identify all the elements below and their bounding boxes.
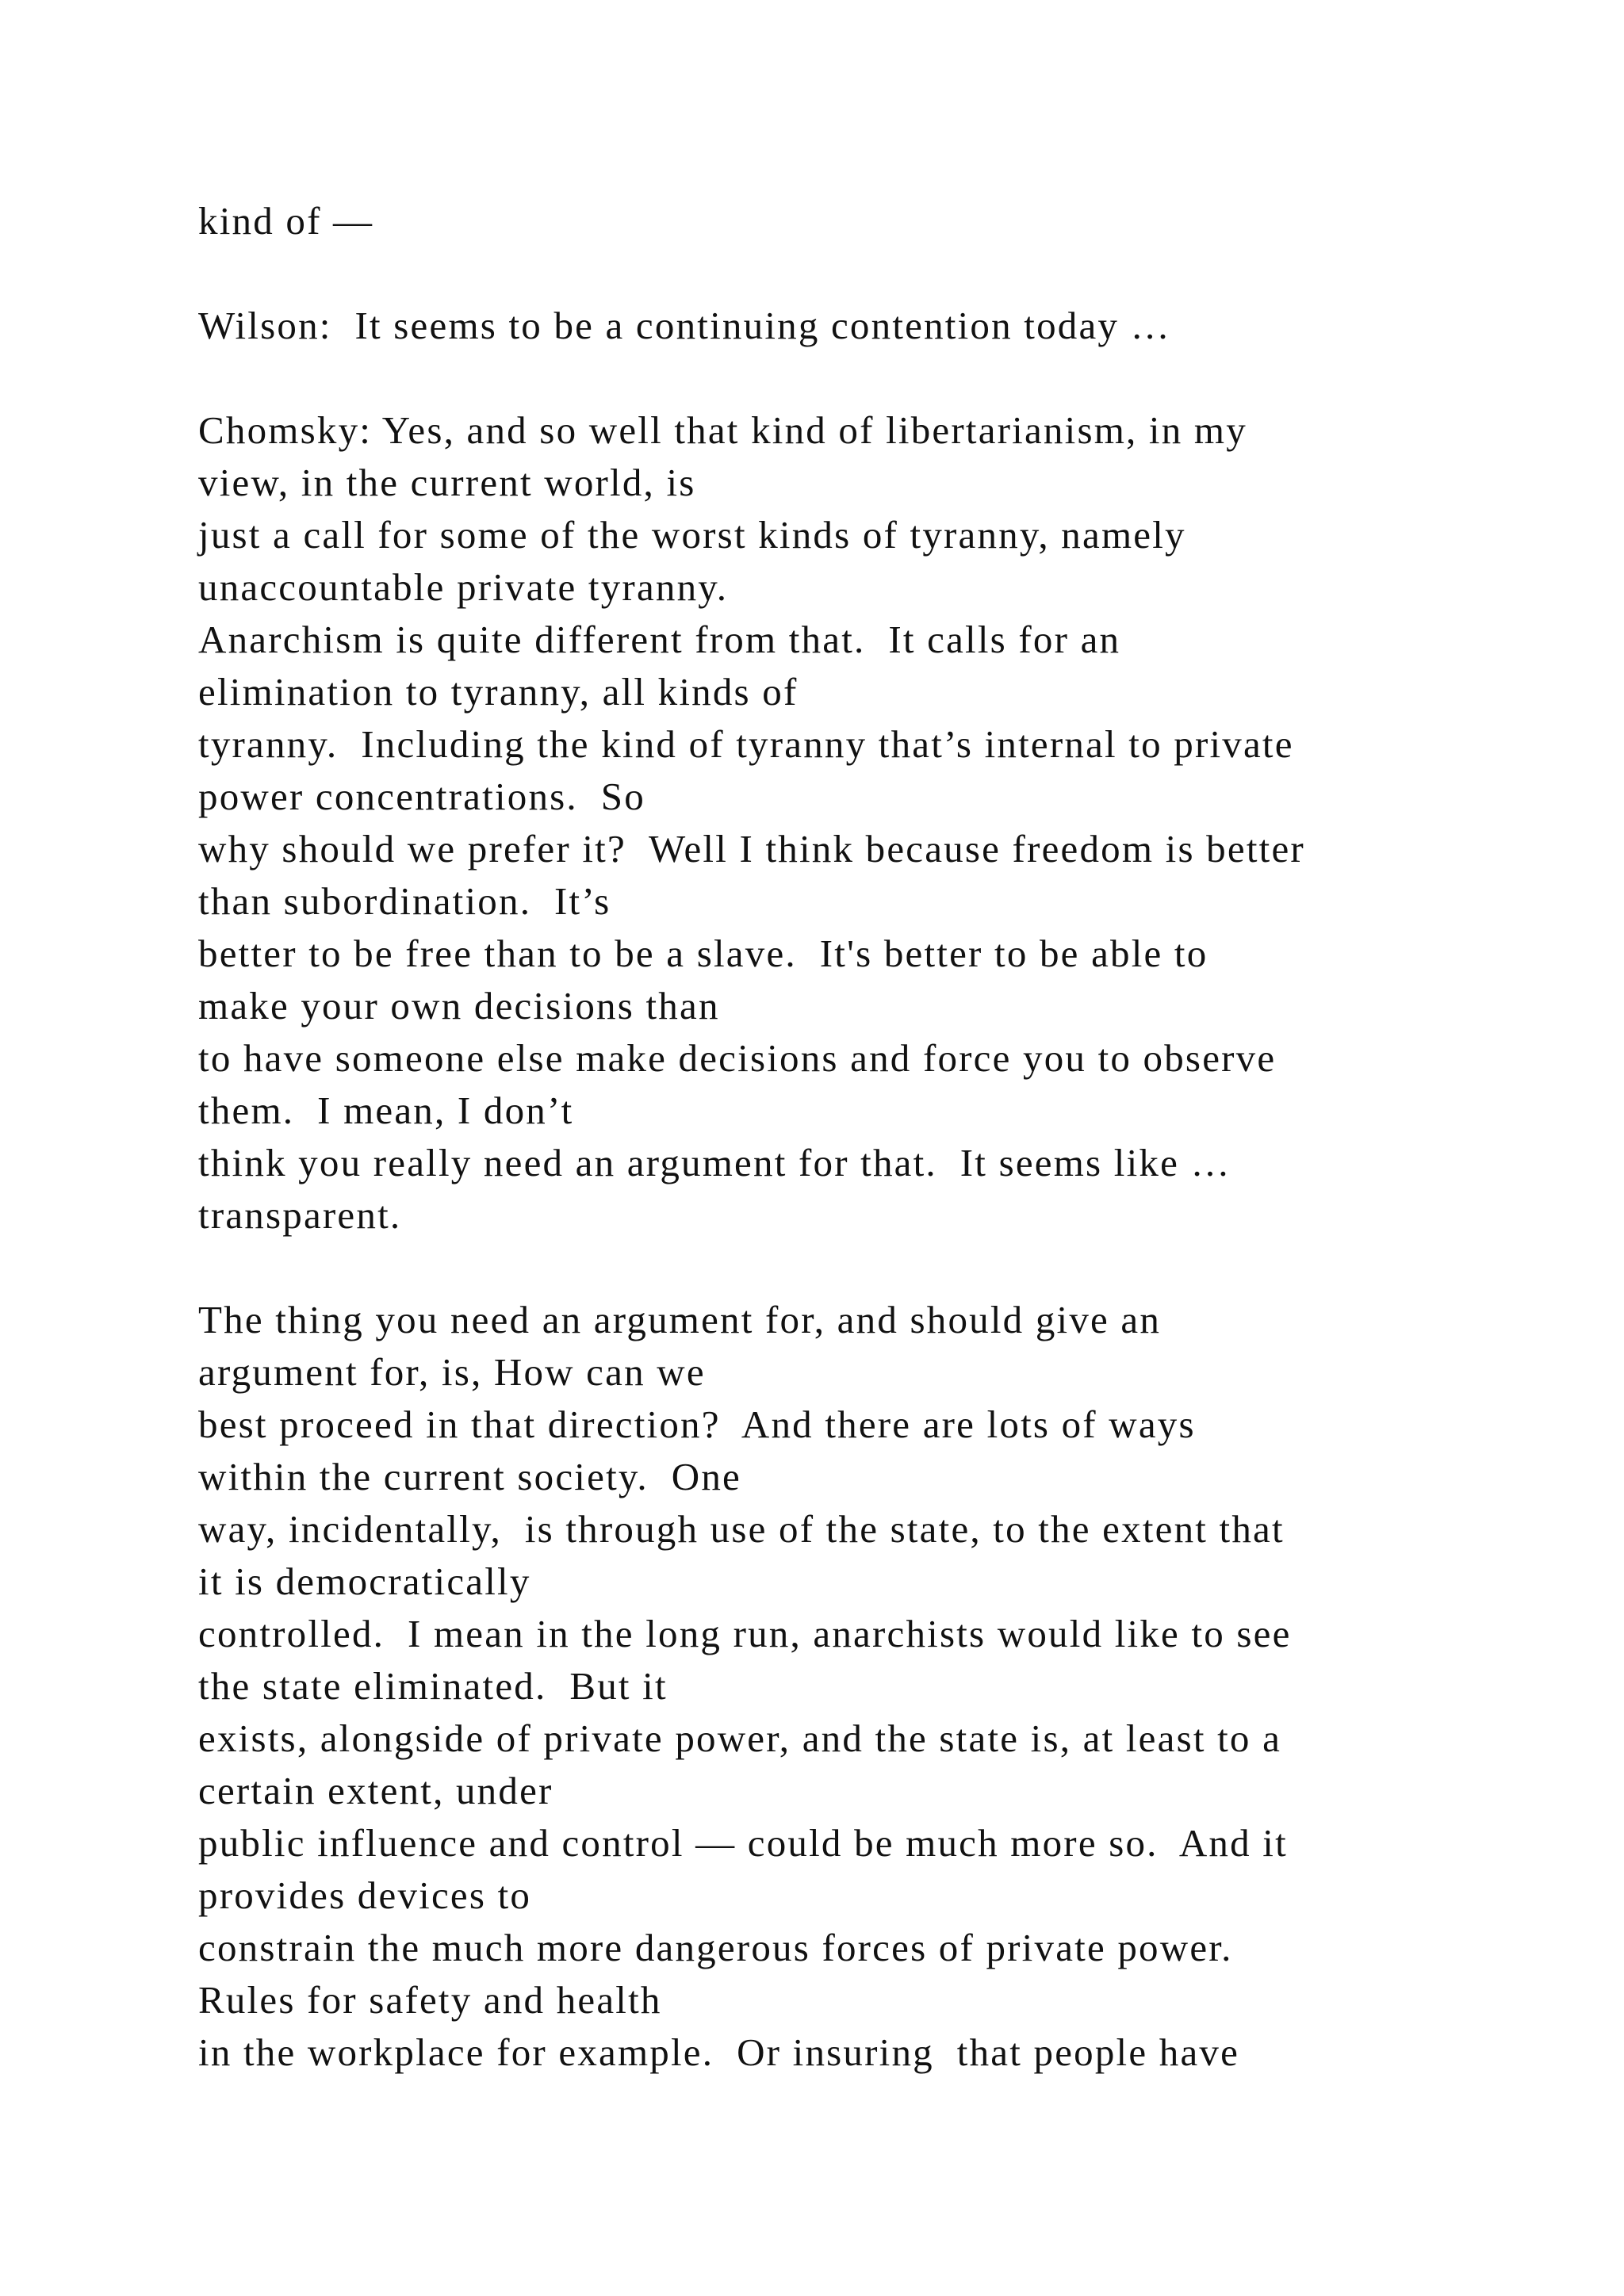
text-line: elimination to tyranny, all kinds of bbox=[198, 670, 799, 714]
text-line: certain extent, under bbox=[198, 1769, 553, 1812]
text-line: kind of — bbox=[198, 199, 374, 243]
blank-line bbox=[198, 1242, 1562, 1294]
text-line: unaccountable private tyranny. bbox=[198, 565, 729, 609]
text-line: view, in the current world, is bbox=[198, 461, 696, 504]
text-line: Chomsky: Yes, and so well that kind of libertarianism, in my bbox=[198, 408, 1247, 452]
blank-line bbox=[198, 247, 1562, 300]
text-line: the state eliminated. But it bbox=[198, 1664, 668, 1708]
blank-line bbox=[198, 352, 1562, 404]
text-line: Wilson: It seems to be a continuing contention today … bbox=[198, 304, 1171, 347]
text-line: Anarchism is quite different from that. It calls for an bbox=[198, 618, 1121, 661]
text-line: exists, alongside of private power, and the state is, at least to a bbox=[198, 1716, 1282, 1760]
text-line: way, incidentally, is through use of the state, to the extent that bbox=[198, 1507, 1285, 1551]
text-line: to have someone else make decisions and force you to observe bbox=[198, 1036, 1277, 1080]
text-line: best proceed in that direction? And there are lots of ways bbox=[198, 1402, 1196, 1446]
text-line: within the current society. One bbox=[198, 1455, 741, 1498]
text-line: Rules for safety and health bbox=[198, 1978, 662, 2022]
text-line: constrain the much more dangerous forces of private power. bbox=[198, 1926, 1233, 1969]
text-line: them. I mean, I don’t bbox=[198, 1089, 574, 1132]
text-line: better to be free than to be a slave. It's better to be able to bbox=[198, 932, 1208, 975]
text-line: transparent. bbox=[198, 1193, 402, 1237]
text-line: power concentrations. So bbox=[198, 775, 645, 818]
text-line: controlled. I mean in the long run, anarchists would like to see bbox=[198, 1612, 1292, 1655]
text-line: public influence and control — could be much more so. And it bbox=[198, 1821, 1288, 1865]
text-line: provides devices to bbox=[198, 1873, 532, 1917]
text-line: The thing you need an argument for, and should give an bbox=[198, 1298, 1162, 1341]
text-line: just a call for some of the worst kinds of tyranny, namely bbox=[198, 513, 1186, 557]
text-line: tyranny. Including the kind of tyranny that’s internal to private bbox=[198, 722, 1294, 766]
text-line: it is democratically bbox=[198, 1559, 531, 1603]
transcript-text bbox=[198, 195, 1562, 2079]
text-line: argument for, is, How can we bbox=[198, 1350, 706, 1394]
text-line: in the workplace for example. Or insuring that people have bbox=[198, 2030, 1240, 2074]
text-line: than subordination. It’s bbox=[198, 879, 611, 923]
text-line: think you really need an argument for that. It seems like … bbox=[198, 1141, 1231, 1184]
text-line: make your own decisions than bbox=[198, 984, 720, 1027]
text-line: why should we prefer it? Well I think because freedom is better bbox=[198, 827, 1305, 871]
